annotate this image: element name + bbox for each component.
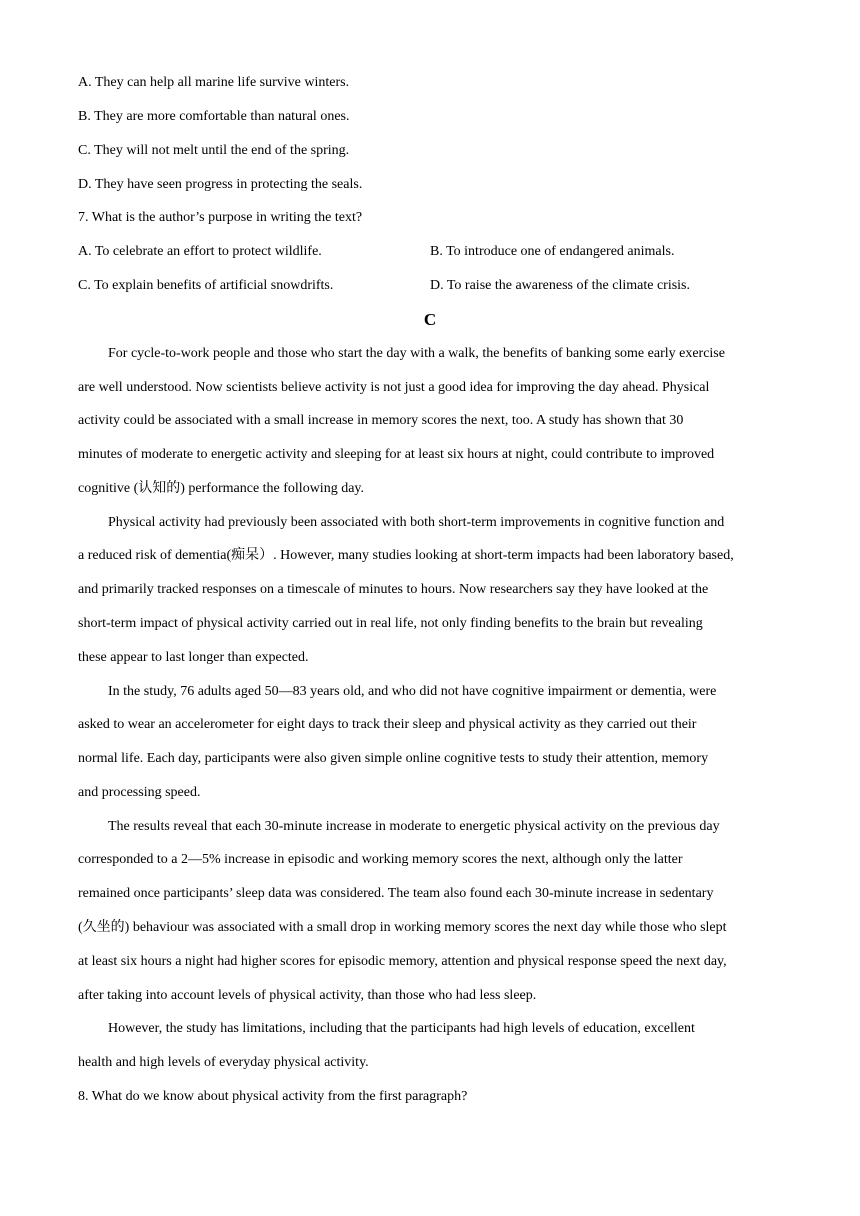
q7-option-a: A. To celebrate an effort to protect wildlife. xyxy=(78,244,322,259)
passage-line: health and high levels of everyday physical activity. xyxy=(78,1055,369,1070)
q6-option-d: D. They have seen progress in protecting the seals. xyxy=(78,177,363,192)
passage-line: asked to wear an accelerometer for eight days to track their sleep and physical activity as they carried out their xyxy=(78,717,697,732)
section-title: C xyxy=(423,310,437,329)
q6-option-a: A. They can help all marine life survive winters. xyxy=(78,75,350,90)
q8-question: 8. What do we know about physical activity from the first paragraph? xyxy=(78,1089,468,1104)
passage-line: at least six hours a night had higher scores for episodic memory, attention and physical response speed the next day, xyxy=(78,954,727,969)
q7-option-c: C. To explain benefits of artificial snowdrifts. xyxy=(78,278,334,293)
passage-line: In the study, 76 adults aged 50—83 years old, and who did not have cognitive impairment or dementia, were xyxy=(108,684,717,699)
passage-line: are well understood. Now scientists believe activity is not just a good idea for improving the day ahead. Physical xyxy=(78,380,710,395)
passage-line: and primarily tracked responses on a timescale of minutes to hours. Now researchers say they have looked at the xyxy=(78,582,709,597)
passage-line: (久坐的) behaviour was associated with a small drop in working memory scores the next day while those who slept xyxy=(78,920,727,935)
q7-option-d: D. To raise the awareness of the climate crisis. xyxy=(430,278,691,293)
passage-line: For cycle-to-work people and those who start the day with a walk, the benefits of banking some early exercise xyxy=(108,346,725,361)
q7-option-b: B. To introduce one of endangered animals. xyxy=(430,244,675,259)
q6-option-b: B. They are more comfortable than natural ones. xyxy=(78,109,350,124)
passage-line: remained once participants’ sleep data was considered. The team also found each 30-minute increase in sedentary xyxy=(78,886,714,901)
q6-option-c: C. They will not melt until the end of the spring. xyxy=(78,143,350,158)
q7-question: 7. What is the author’s purpose in writing the text? xyxy=(78,210,363,225)
passage-line: these appear to last longer than expected. xyxy=(78,650,309,665)
passage-line: short-term impact of physical activity carried out in real life, not only finding benefits to the brain but revealing xyxy=(78,616,703,631)
passage-line: after taking into account levels of physical activity, than those who had less sleep. xyxy=(78,988,537,1003)
passage-line: The results reveal that each 30-minute increase in moderate to energetic physical activity on the previous day xyxy=(108,819,720,834)
passage-line: cognitive (认知的) performance the following day. xyxy=(78,481,365,496)
passage-line: and processing speed. xyxy=(78,785,201,800)
passage-line: minutes of moderate to energetic activity and sleeping for at least six hours at night, could contribute to improved xyxy=(78,447,715,462)
passage-line: However, the study has limitations, including that the participants had high levels of education, excellent xyxy=(108,1021,695,1036)
passage-line: normal life. Each day, participants were also given simple online cognitive tests to study their attention, memory xyxy=(78,751,709,766)
passage-line: Physical activity had previously been associated with both short-term improvements in cognitive function and xyxy=(108,515,725,530)
passage-line: corresponded to a 2—5% increase in episodic and working memory scores the next, although only the latter xyxy=(78,852,683,867)
passage-line: activity could be associated with a small increase in memory scores the next, too. A study has shown that 30 xyxy=(78,413,684,428)
passage-line: a reduced risk of dementia(痴呆）. However, many studies looking at short-term impacts had been laboratory based, xyxy=(78,548,734,563)
